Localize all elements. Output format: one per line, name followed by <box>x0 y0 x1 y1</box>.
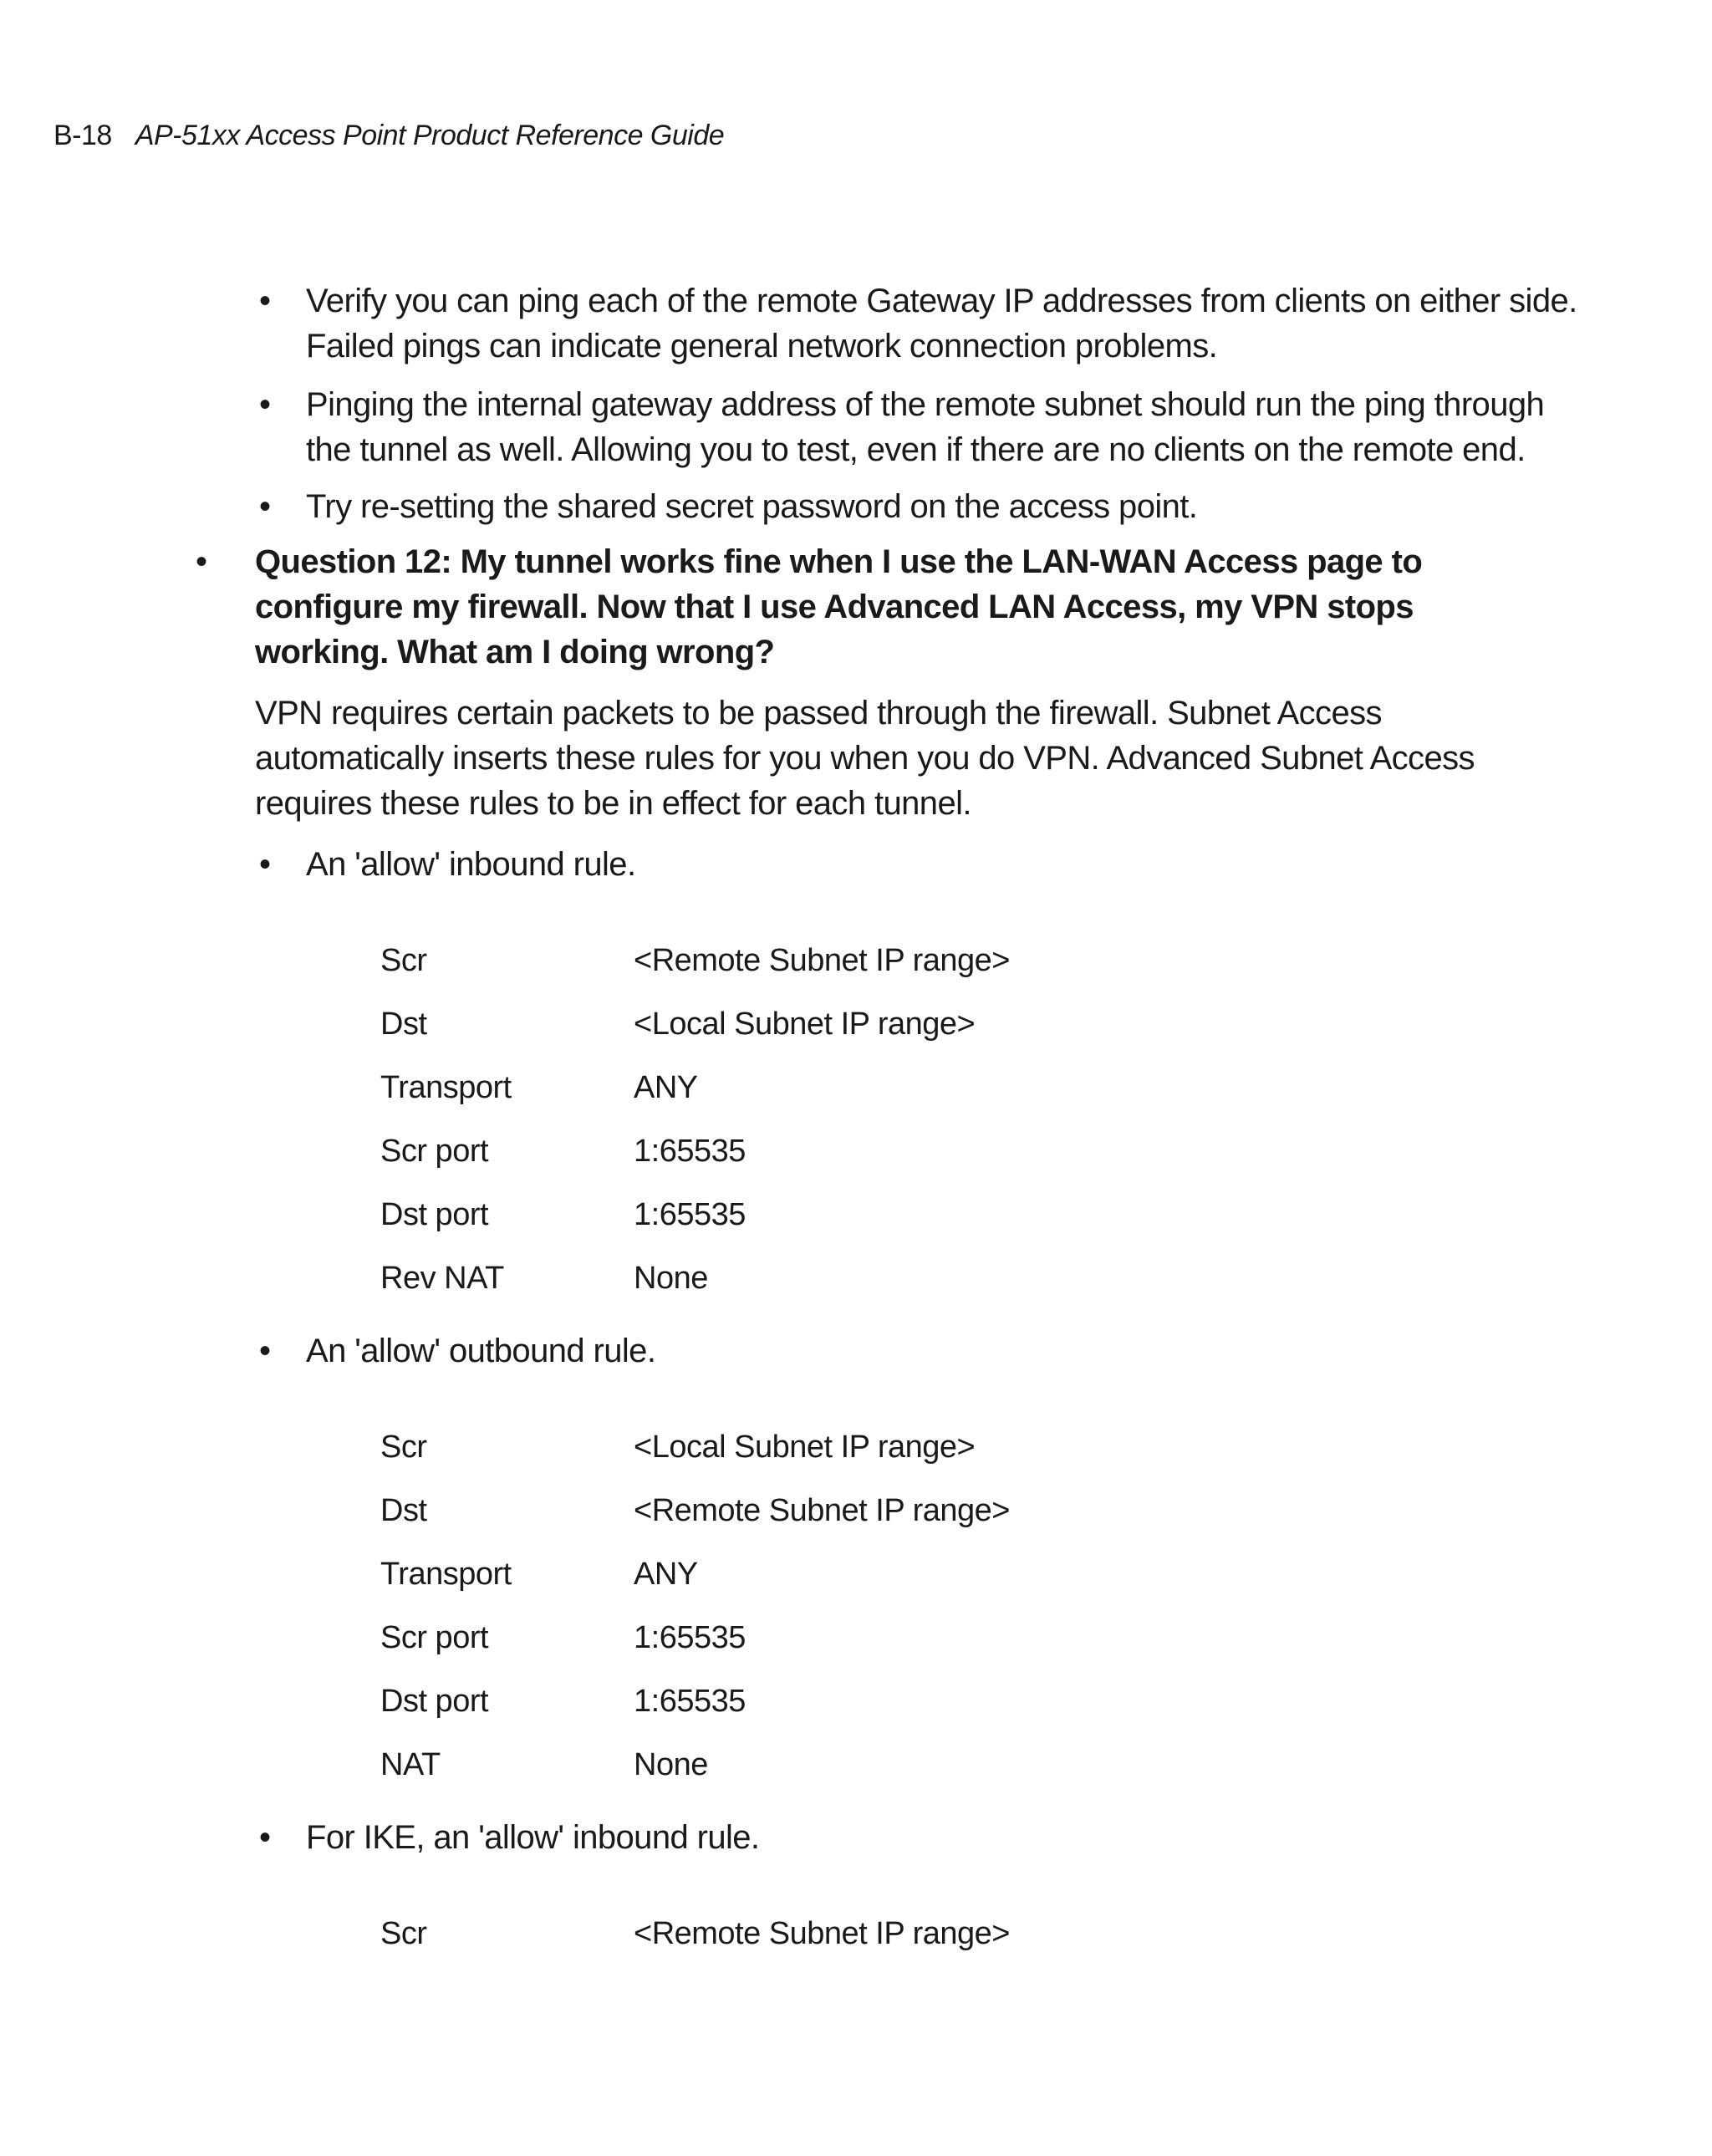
rule-field-label: Transport <box>380 1070 512 1105</box>
rule-field-label: Scr <box>380 1916 427 1951</box>
bullet-icon: • <box>259 1819 272 1856</box>
list-item-line: Failed pings can indicate general network connection problems. <box>306 328 1218 364</box>
rule-field-value: ANY <box>634 1070 698 1105</box>
rule-field-value: 1:65535 <box>634 1620 746 1655</box>
question-line: Question 12: My tunnel works fine when I use the LAN-WAN Access page to <box>255 543 1423 580</box>
rule-field-value: 1:65535 <box>634 1134 746 1169</box>
rule-field-label: Dst <box>380 1007 427 1042</box>
rule-field-value: <Local Subnet IP range> <box>634 1007 976 1042</box>
rule-field-label: Transport <box>380 1557 512 1592</box>
list-item-line: Pinging the internal gateway address of the remote subnet should run the ping through <box>306 386 1545 423</box>
rule-field-value: None <box>634 1747 708 1782</box>
bullet-icon: • <box>259 488 272 525</box>
rule-field-label: Dst <box>380 1493 427 1528</box>
rule-field-label: Rev NAT <box>380 1261 504 1296</box>
page-header <box>54 119 724 152</box>
rule-field-label: Scr <box>380 943 427 978</box>
rule-field-value: 1:65535 <box>634 1684 746 1719</box>
rule-field-label: Dst port <box>380 1684 489 1719</box>
page-number: B-18 <box>54 120 112 151</box>
rule-title: For IKE, an 'allow' inbound rule. <box>306 1819 760 1856</box>
answer-line: VPN requires certain packets to be passed through the firewall. Subnet Access <box>255 695 1382 731</box>
answer-line: automatically inserts these rules for you when you do VPN. Advanced Subnet Access <box>255 740 1475 777</box>
rule-field-label: Scr port <box>380 1620 489 1655</box>
list-item-line: Try re-setting the shared secret password on the access point. <box>306 488 1198 525</box>
rule-field-label: Dst port <box>380 1197 489 1232</box>
rule-title: An 'allow' inbound rule. <box>306 846 636 883</box>
bullet-icon: • <box>259 846 272 883</box>
bullet-icon: • <box>259 386 272 423</box>
guide-title: AP-51xx Access Point Product Reference Guide <box>135 120 725 151</box>
rule-field-label: Scr port <box>380 1134 489 1169</box>
rule-field-value: <Remote Subnet IP range> <box>634 1916 1010 1951</box>
question-line: working. What am I doing wrong? <box>255 634 775 670</box>
answer-paragraph <box>255 691 1475 826</box>
list-item <box>306 278 1577 369</box>
list-item-line: Verify you can ping each of the remote Gateway IP addresses from clients on either side. <box>306 283 1577 319</box>
rule-field-value: <Remote Subnet IP range> <box>634 1493 1010 1528</box>
rule-field-value: ANY <box>634 1557 698 1592</box>
answer-line: requires these rules to be in effect for each tunnel. <box>255 785 971 822</box>
question-heading <box>255 539 1422 675</box>
rule-field-label: NAT <box>380 1747 441 1782</box>
rule-field-value: <Remote Subnet IP range> <box>634 943 1010 978</box>
rule-title: An 'allow' outbound rule. <box>306 1333 656 1369</box>
list-item <box>306 382 1544 472</box>
question-line: configure my firewall. Now that I use Advanced LAN Access, my VPN stops <box>255 589 1414 625</box>
bullet-icon: • <box>196 543 208 580</box>
list-item <box>306 484 1197 529</box>
rule-field-value: <Local Subnet IP range> <box>634 1430 976 1465</box>
rule-field-label: Scr <box>380 1430 427 1465</box>
rule-field-value: 1:65535 <box>634 1197 746 1232</box>
list-item-line: the tunnel as well. Allowing you to test, even if there are no clients on the remote end. <box>306 431 1526 468</box>
rule-field-value: None <box>634 1261 708 1296</box>
bullet-icon: • <box>259 283 272 319</box>
bullet-icon: • <box>259 1333 272 1369</box>
